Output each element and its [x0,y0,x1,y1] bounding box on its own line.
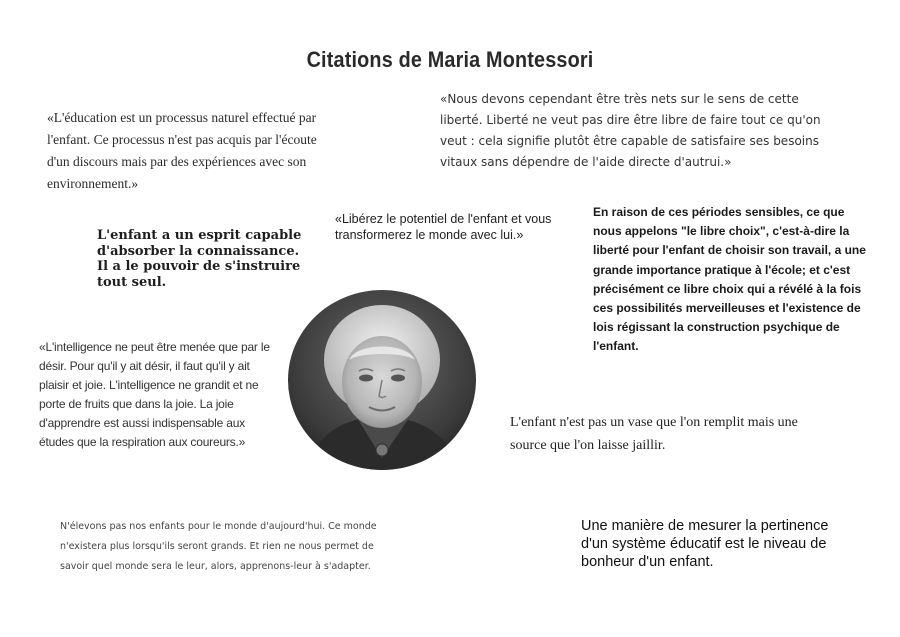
quote-free-potential: «Libérez le potentiel de l'enfant et vous transformerez le monde avec lui.» [335,212,552,242]
quote-sensitive-periods: En raison de ces périodes sensibles, ce que nous appelons "le libre choix", c'est-à-dire la liberté pour l'enfant de choisir son travail, a une grande importance pratique à l'école; et c'est précisément ce libre choix qui a révélé à la fois ces possibilités merveilleuses et l'existence de lois régissant la construction psychique de l'enfant. [593,205,866,354]
quote-education-process: «L'éducation est un processus naturel effectué par l'enfant. Ce processus n'est pas acquis par l'écoute d'un discours mais par des expériences avec son environnement.» [47,110,317,191]
quote-liberty-meaning: «Nous devons cependant être très nets sur le sens de cette liberté. Liberté ne veut pas dire être libre de faire tout ce qu'on veut : cela signifie plutôt être capable de satisfaire ses besoins vitaux sans dépendre de l'aide directe d'autrui.» [440,92,821,169]
quote-raise-children: N'élevons pas nos enfants pour le monde d'aujourd'hui. Ce monde n'existera plus lorsqu'ils seront grands. Et rien ne nous permet de savoir quel monde sera le leur, alors, apprenons-leur à s'adapter. [60,521,377,572]
quote-intelligence-desire: «L'intelligence ne peut être menée que par le désir. Pour qu'il y ait désir, il faut qu'il y ait plaisir et joie. L'intelligence ne grandit et ne porte de fruits que dans la joie. La joie d'apprendre est aussi indispensable aux études que la respiration aux coureurs.» [39,340,270,449]
portrait-photo-icon [287,290,477,470]
quote-measure-happiness: Une manière de mesurer la pertinence d'un système éducatif est le niveau de bonheur d'un enfant. [581,518,829,570]
quote-vase-source: L'enfant n'est pas un vase que l'on remplit mais une source que l'on laisse jaillir. [510,415,798,453]
page-title: Citations de Maria Montessori [306,46,594,72]
quote-absorbent-mind: L'enfant a un esprit capable d'absorber la connaissance. Il a le pouvoir de s'instruire tout seul. [97,228,302,290]
